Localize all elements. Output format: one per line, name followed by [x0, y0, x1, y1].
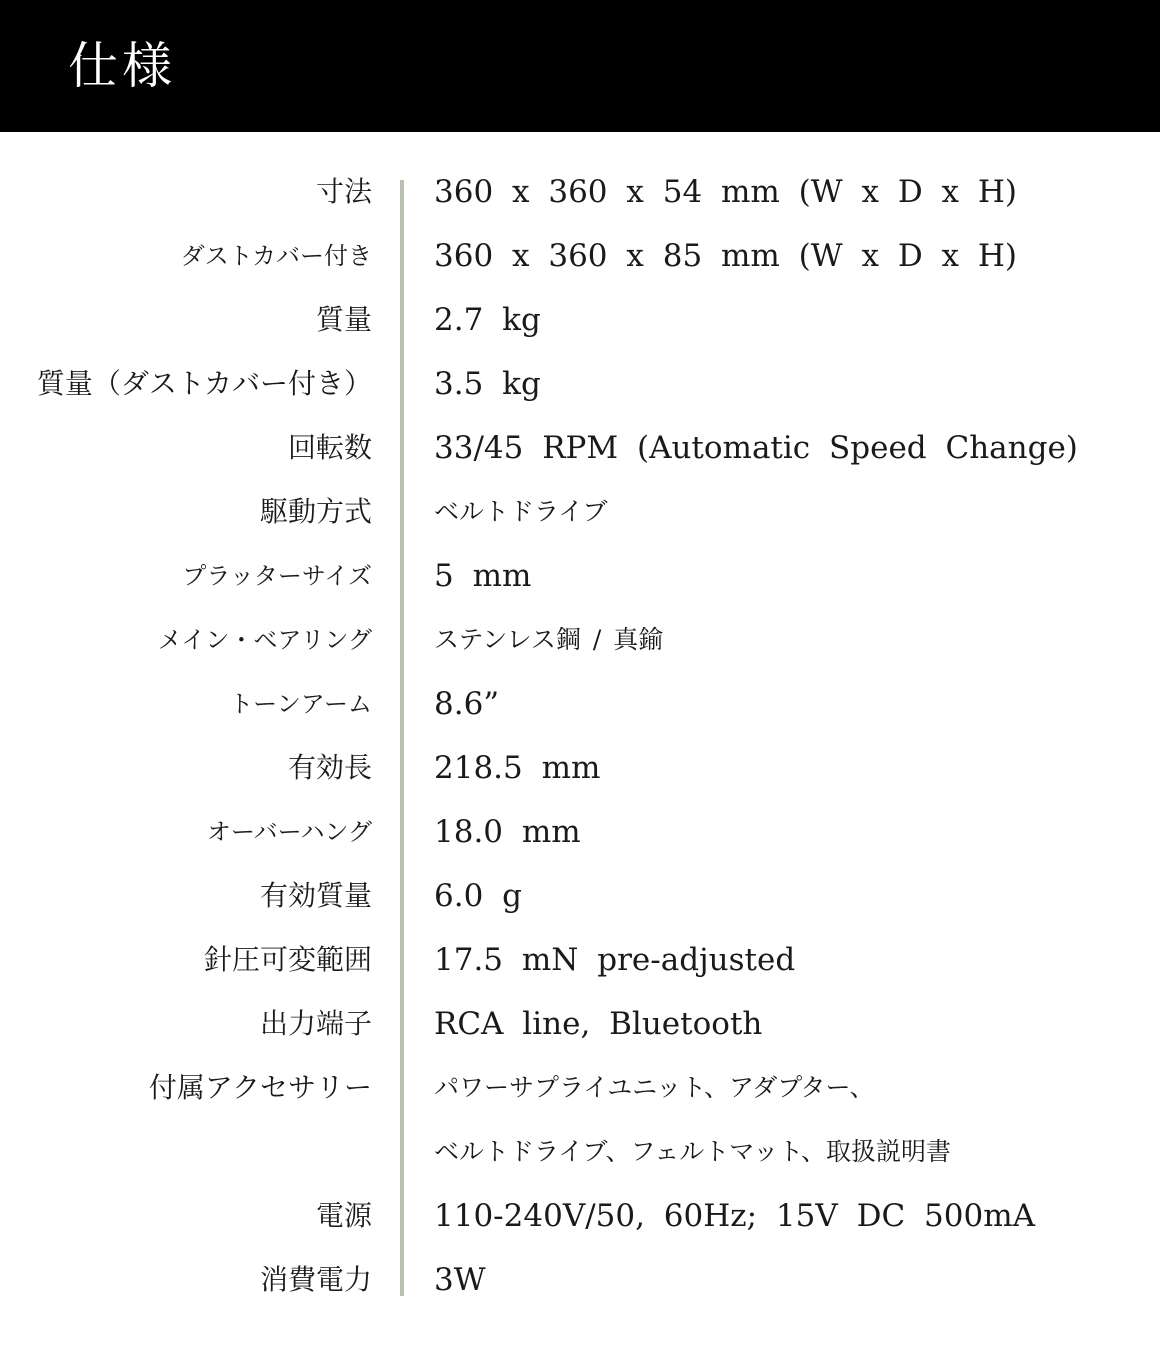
spec-row-weight-with-cover	[0, 352, 1160, 416]
spec-label: ダストカバー付き	[180, 242, 372, 270]
spec-row-speed	[0, 416, 1160, 480]
spec-row-tracking-force	[0, 928, 1160, 992]
spec-table	[0, 160, 1160, 1312]
spec-row-dimensions-with-cover	[0, 224, 1160, 288]
spec-value: ベルトドライブ	[434, 497, 608, 526]
spec-value: 18.0 mm	[434, 814, 581, 850]
spec-row-accessories-cont	[0, 1120, 1160, 1184]
spec-value: 8.6”	[434, 686, 500, 722]
spec-label: 出力端子	[259, 1007, 372, 1040]
spec-label: 回転数	[287, 431, 372, 464]
spec-label: 質量	[315, 303, 372, 336]
spec-label: 有効質量	[259, 879, 372, 912]
spec-value: 33/45 RPM (Automatic Speed Change)	[434, 430, 1078, 466]
spec-row-power-consumption	[0, 1248, 1160, 1312]
page-title: 仕様	[68, 37, 176, 95]
page-header	[0, 0, 1160, 132]
spec-row-main-bearing	[0, 608, 1160, 672]
spec-row-overhang	[0, 800, 1160, 864]
spec-row-dimensions	[0, 160, 1160, 224]
spec-value: 110-240V/50, 60Hz; 15V DC 500mA	[434, 1198, 1035, 1234]
spec-value: 3W	[434, 1262, 486, 1298]
spec-row-effective-mass	[0, 864, 1160, 928]
spec-value: ベルトドライブ、フェルトマット、取扱説明書	[434, 1137, 952, 1166]
spec-row-effective-length	[0, 736, 1160, 800]
spec-label: 電源	[315, 1199, 372, 1232]
spec-label: 付属アクセサリー	[148, 1071, 372, 1104]
spec-row-drive	[0, 480, 1160, 544]
spec-value: 2.7 kg	[434, 302, 541, 338]
spec-row-outputs	[0, 992, 1160, 1056]
spec-row-tonearm	[0, 672, 1160, 736]
spec-value: 6.0 g	[434, 878, 522, 914]
spec-label: 消費電力	[259, 1263, 372, 1296]
spec-row-power-supply	[0, 1184, 1160, 1248]
spec-label: トーンアーム	[229, 690, 372, 718]
spec-label: 有効長	[287, 751, 372, 784]
spec-label: オーバーハング	[206, 818, 372, 846]
spec-value: 17.5 mN pre-adjusted	[434, 942, 796, 978]
spec-value: RCA line, Bluetooth	[434, 1006, 763, 1042]
spec-row-weight	[0, 288, 1160, 352]
spec-value: 360 x 360 x 54 mm (W x D x H)	[434, 174, 1017, 210]
spec-value: ステンレス鋼 / 真鍮	[434, 625, 664, 654]
spec-value: 218.5 mm	[434, 750, 601, 786]
spec-row-platter-size	[0, 544, 1160, 608]
spec-label: 駆動方式	[259, 495, 372, 528]
spec-label: 質量（ダストカバー付き）	[36, 367, 372, 400]
spec-value: 360 x 360 x 85 mm (W x D x H)	[434, 238, 1017, 274]
spec-row-accessories	[0, 1056, 1160, 1120]
spec-label: 針圧可変範囲	[203, 943, 372, 976]
spec-value: 5 mm	[434, 558, 532, 594]
spec-label: 寸法	[315, 175, 372, 208]
spec-value: パワーサプライユニット、アダプター、	[434, 1073, 875, 1102]
spec-value: 3.5 kg	[434, 366, 541, 402]
spec-label: メイン・ベアリング	[157, 626, 372, 654]
spec-label: プラッターサイズ	[182, 562, 372, 590]
